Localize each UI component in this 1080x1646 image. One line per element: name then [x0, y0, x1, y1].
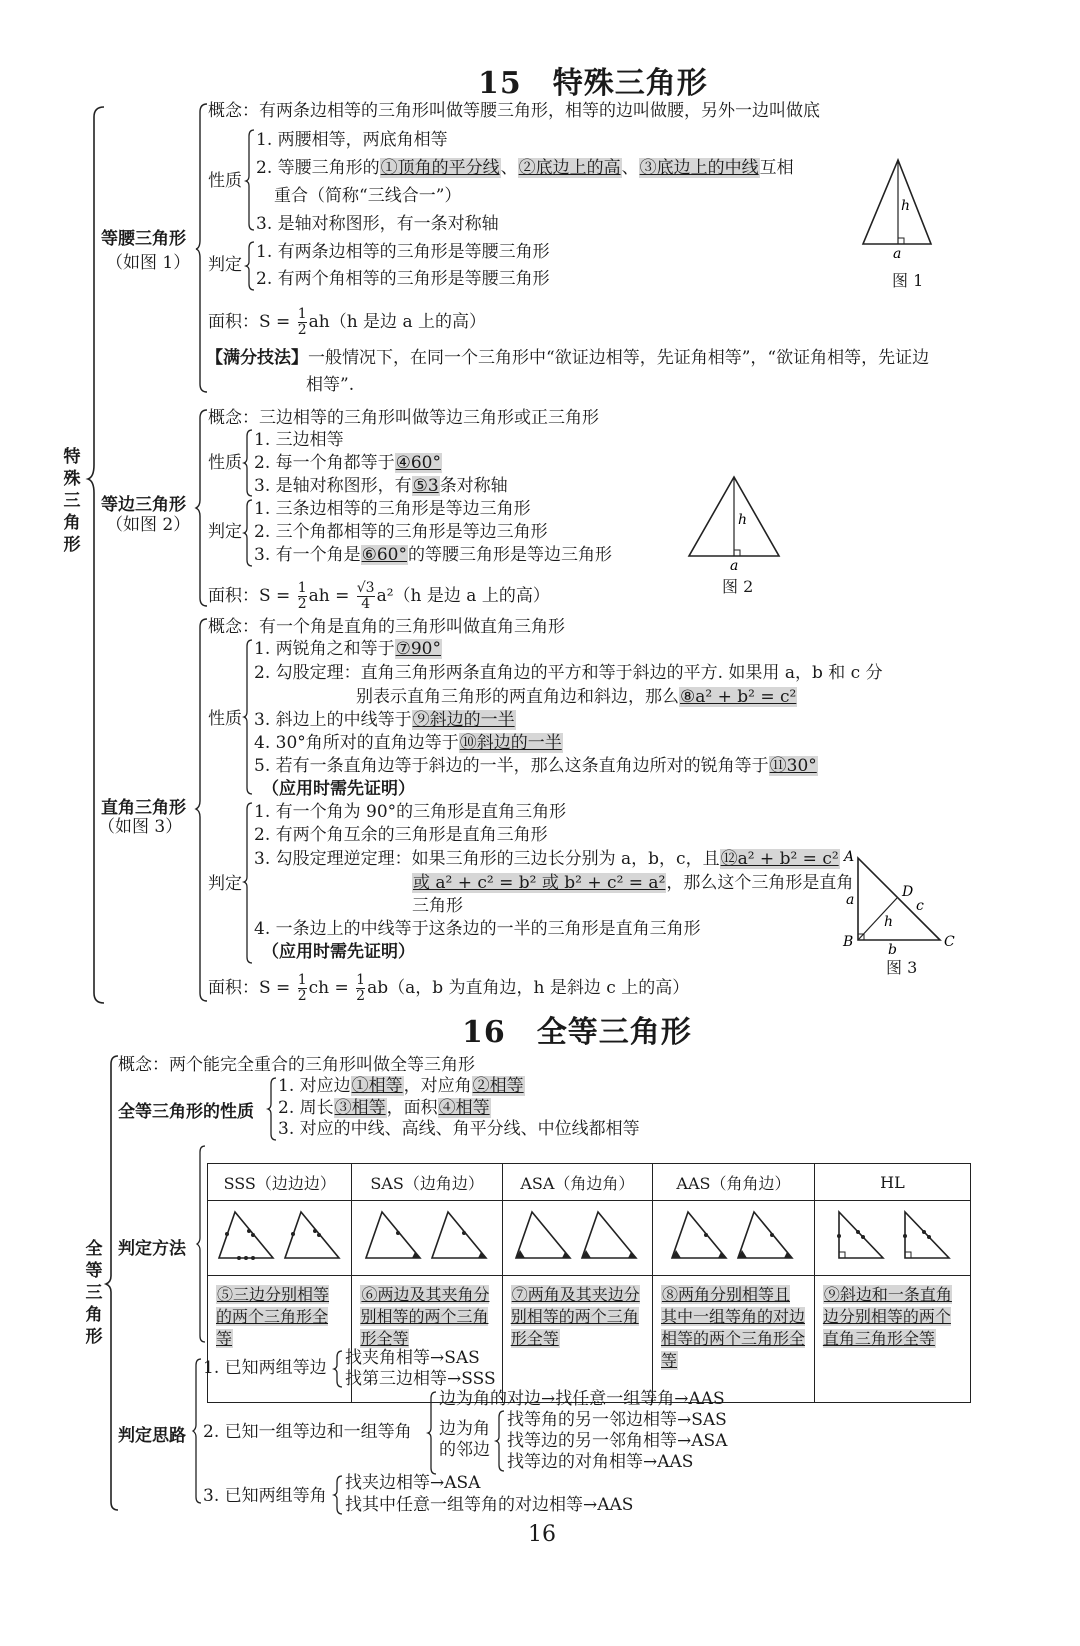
section-15-title: 15 特殊三角形	[478, 66, 708, 101]
brace-right-prop	[244, 638, 254, 796]
brace-congruent-prop	[268, 1076, 278, 1142]
fig3-label-c: c	[916, 898, 924, 914]
header-sas: SAS（边角边）	[352, 1164, 502, 1201]
equilateral-concept: 概念：三边相等的三角形叫做等边三角形或正三角形	[208, 408, 599, 428]
brace-equilateral	[195, 408, 209, 608]
equilateral-name: 等边三角形	[101, 495, 186, 515]
iso-prop-2: 2. 等腰三角形的①顶角的平分线、②底边上的高、③底边上的中线互相	[256, 158, 794, 178]
equi-judge-2: 2. 三个角都相等的三角形是等边三角形	[254, 522, 548, 542]
page-number: 16	[528, 1522, 556, 1547]
congruent-prop-3: 3. 对应的中线、高线、角平分线、中位线都相等	[278, 1119, 640, 1139]
fig1-label-a: a	[893, 246, 902, 262]
figure-hl	[814, 1201, 970, 1276]
brace-equi-prop	[244, 428, 254, 498]
right-judge-3-cont2: 三角形	[412, 896, 463, 916]
text-sas: ⑥两边及其夹角分别相等的两个三角形全等	[352, 1276, 502, 1403]
right-concept: 概念：有一个角是直角的三角形叫做直角三角形	[208, 617, 565, 637]
right-judge-4-note: （应用时需先证明）	[262, 942, 415, 962]
brace-think	[193, 1357, 203, 1505]
isosceles-concept: 概念：有两条边相等的三角形叫做等腰三角形，相等的边叫做腰，另外一边叫做底	[208, 101, 820, 121]
right-prop-5-note: （应用时需先证明）	[262, 779, 415, 799]
iso-tip: 【满分技法】一般情况下，在同一个三角形中“欲证边相等，先证角相等”，“欲证角相等，先证边	[206, 348, 930, 368]
right-judge-2: 2. 有两个角互余的三角形是直角三角形	[254, 825, 548, 845]
figure-3-caption: 图 3	[886, 958, 918, 977]
equi-judge-3: 3. 有一个角是⑥60°的等腰三角形是等边三角形	[254, 545, 612, 565]
think-1: 1. 已知两组等边	[203, 1358, 327, 1378]
iso-tip-cont: 相等”.	[306, 375, 355, 395]
brace-iso-judge	[246, 240, 256, 292]
figure-2-equilateral	[686, 474, 786, 574]
right-judge-3: 3. 勾股定理逆定理：如果三角形的三边长分别为 a，b，c，且⑫a² + b² = c²	[254, 849, 839, 869]
iso-area: 面积：S = $\frac{1}{2}$ ah（h 是边 a 上的高）	[208, 306, 487, 338]
figure-sas	[352, 1201, 502, 1276]
think-3: 3. 已知两组等角	[203, 1486, 327, 1506]
congruent-concept: 概念：两个能完全重合的三角形叫做全等三角形	[118, 1055, 475, 1075]
text-asa: ⑦两角及其夹边分别相等的两个三角形全等	[502, 1276, 652, 1403]
header-aas: AAS（角角边）	[652, 1164, 814, 1201]
figure-aas	[652, 1201, 814, 1276]
isosceles-name: 等腰三角形	[101, 229, 186, 249]
right-area: 面积：S = $\frac{1}{2}$ ch = $\frac{1}{2}$ ab（a，b 为直角边，h 是斜边 c 上的高）	[208, 972, 690, 1004]
figure-1-caption: 图 1	[892, 271, 924, 290]
congruent-prop-label: 全等三角形的性质	[118, 1102, 254, 1122]
iso-prop-2-cont: 重合（简称“三线合一”）	[274, 186, 462, 206]
fig2-label-a: a	[730, 558, 739, 574]
side-label-special-triangles: 特殊三角形	[63, 447, 81, 555]
fig3-label-C: C	[944, 934, 955, 950]
think-2c: 找等角的另一邻边相等→SAS	[507, 1410, 727, 1430]
think-3b: 找其中任意一组等角的对边相等→AAS	[345, 1495, 634, 1515]
text-hl: ⑨斜边和一条直角边分别相等的两个直角三角形全等	[814, 1276, 970, 1403]
right-triangle-name: 直角三角形	[101, 798, 186, 818]
figure-3-right-triangle	[840, 846, 970, 956]
brace-equi-judge	[244, 498, 254, 568]
iso-judge-1: 1. 有两条边相等的三角形是等腰三角形	[256, 242, 550, 262]
figure-1-isosceles	[858, 158, 938, 262]
equi-prop-1: 1. 三边相等	[254, 430, 344, 450]
equi-area: 面积：S = $\frac{1}{2}$ ah = $\frac{√3}{4}$ a²（h 是边 a 上的高）	[208, 580, 550, 612]
side-label-congruent: 全等三角形	[85, 1239, 103, 1347]
brace-think-1	[334, 1349, 344, 1389]
right-prop-2-cont: 别表示直角三角形的两直角边和斜边，那么⑧a² + b² = c²	[356, 687, 797, 707]
text-sss: ⑤三边分别相等的两个三角形全等	[208, 1276, 352, 1403]
fig3-label-h: h	[884, 914, 894, 930]
iso-prop-1: 1. 两腰相等，两底角相等	[256, 130, 448, 150]
fig3-label-D: D	[902, 884, 914, 900]
think-1b: 找第三边相等→SSS	[345, 1369, 496, 1389]
equilateral-judge-label: 判定	[208, 522, 242, 542]
right-judge-3-cont: 或 a² + c² = b² 或 b² + c² = a²，那么这个三角形是直角	[413, 873, 854, 893]
right-prop-4: 4. 30°角所对的直角边等于⑩斜边的一半	[254, 733, 562, 753]
brace-right-triangle	[195, 617, 209, 1003]
iso-prop-3: 3. 是轴对称图形，有一条对称轴	[256, 214, 499, 234]
equilateral-fig-ref: （如图 2）	[106, 515, 191, 535]
brace-think-2b	[496, 1409, 506, 1473]
figure-sss	[208, 1201, 352, 1276]
think-label: 判定思路	[118, 1426, 186, 1446]
isosceles-fig-ref: （如图 1）	[106, 253, 191, 273]
brace-right-judge	[244, 801, 254, 965]
right-judge-label: 判定	[208, 874, 242, 894]
equi-prop-2: 2. 每一个角都等于④60°	[254, 453, 441, 473]
fig1-label-h: h	[901, 198, 911, 214]
iso-judge-2: 2. 有两个角相等的三角形是等腰三角形	[256, 269, 550, 289]
right-prop-3: 3. 斜边上的中线等于⑨斜边的一半	[254, 710, 515, 730]
think-2a: 边为角的对边→找任意一组等角→AAS	[439, 1389, 725, 1409]
method-label: 判定方法	[118, 1239, 186, 1259]
right-prop-label: 性质	[208, 709, 242, 729]
right-prop-1: 1. 两锐角之和等于⑦90°	[254, 639, 441, 659]
header-asa: ASA（角边角）	[502, 1164, 652, 1201]
think-2: 2. 已知一组等边和一组等角	[203, 1422, 412, 1442]
think-2e: 找等边的对角相等→AAS	[507, 1452, 694, 1472]
right-judge-4: 4. 一条边上的中线等于这条边的一半的三角形是直角三角形	[254, 919, 701, 939]
think-3a: 找夹边相等→ASA	[345, 1473, 481, 1493]
header-sss: SSS（边边边）	[208, 1164, 352, 1201]
think-2b1: 边为角	[439, 1419, 490, 1439]
right-prop-5: 5. 若有一条直角边等于斜边的一半，那么这条直角边所对的锐角等于⑪30°	[254, 756, 817, 776]
fig2-label-h: h	[738, 512, 748, 528]
equi-judge-1: 1. 三条边相等的三角形是等边三角形	[254, 499, 531, 519]
figure-asa	[502, 1201, 652, 1276]
brace-iso-prop	[246, 128, 256, 232]
fig3-label-a: a	[846, 892, 855, 908]
fig3-label-b: b	[888, 942, 897, 958]
right-judge-1: 1. 有一个角为 90°的三角形是直角三角形	[254, 802, 567, 822]
isosceles-judge-label: 判定	[208, 255, 242, 275]
fig3-label-B: B	[843, 934, 854, 950]
think-2d: 找等边的另一邻角相等→ASA	[507, 1431, 728, 1451]
congruent-prop-2: 2. 周长③相等，面积④相等	[278, 1098, 490, 1118]
fig3-label-A: A	[844, 849, 855, 865]
figure-2-caption: 图 2	[722, 577, 754, 596]
isosceles-prop-label: 性质	[208, 171, 242, 191]
brace-method	[197, 1144, 207, 1344]
think-2b2: 的邻边	[439, 1440, 490, 1460]
equilateral-prop-label: 性质	[208, 453, 242, 473]
congruent-prop-1: 1. 对应边①相等，对应角②相等	[278, 1076, 524, 1096]
section-16-title: 16 全等三角形	[462, 1015, 692, 1050]
text-aas: ⑧两角分别相等且其中一组等角的对边相等的两个三角形全等	[652, 1276, 814, 1403]
think-1a: 找夹角相等→SAS	[345, 1348, 480, 1368]
right-prop-2: 2. 勾股定理：直角三角形两条直角边的平方和等于斜边的平方. 如果用 a，b 和 c 分	[254, 663, 883, 683]
header-hl: HL	[814, 1164, 970, 1201]
brace-think-3	[334, 1474, 344, 1516]
right-triangle-fig-ref: （如图 3）	[98, 817, 183, 837]
equi-prop-3: 3. 是轴对称图形，有⑤3条对称轴	[254, 476, 508, 496]
brace-think-2	[428, 1390, 438, 1476]
